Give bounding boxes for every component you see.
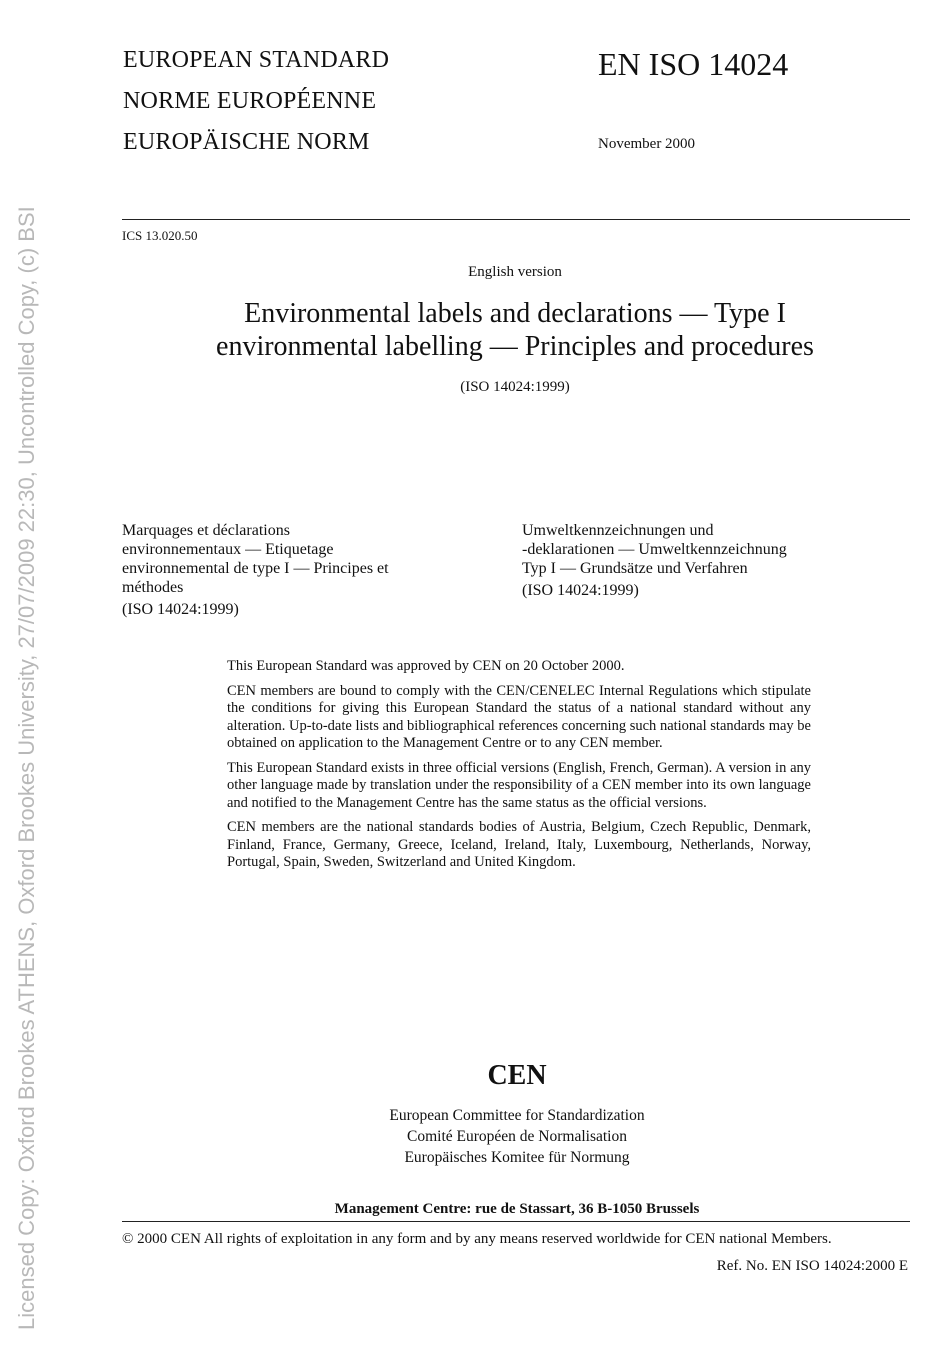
members-paragraph: CEN members are the national standards bodies of Austria, Belgium, Czech Republic, Denmark, Finland, France, Germany, Greece, Iceland, Ireland, Italy, Luxembourg, Netherlands, Norway, Portugal, Spain, Sweden, Switzerland and United Kingdom. bbox=[227, 819, 811, 870]
approval-paragraph: This European Standard was approved by CEN on 20 October 2000. bbox=[227, 658, 625, 674]
cen-name-de: Europäisches Komitee für Normung bbox=[404, 1149, 630, 1166]
norm-designation bbox=[123, 40, 389, 163]
header-rule bbox=[122, 219, 910, 220]
title-line-1: Environmental labels and declarations — Type I bbox=[244, 298, 786, 329]
title-iso-reference: (ISO 14024:1999) bbox=[460, 379, 570, 395]
french-title-line: Marquages et déclarations bbox=[122, 522, 290, 539]
french-iso-reference: (ISO 14024:1999) bbox=[122, 601, 239, 618]
cen-name-en: European Committee for Standardization bbox=[389, 1107, 645, 1124]
norm-line-en: EUROPEAN STANDARD bbox=[123, 47, 390, 73]
title-line-2: environmental labelling — Principles and procedures bbox=[216, 331, 814, 362]
document-title bbox=[0, 297, 950, 363]
german-title-line: Typ I — Grundsätze und Verfahren bbox=[522, 560, 748, 577]
french-title-line: environnementaux — Etiquetage bbox=[122, 541, 334, 558]
license-watermark: Licensed Copy: Oxford Brookes ATHENS, Oxford Brookes University, 27/07/2009 22:30, Uncontrolled Copy, (c) BSI bbox=[14, 206, 39, 1330]
cen-name-fr: Comité Européen de Normalisation bbox=[407, 1128, 627, 1145]
publication-date: November 2000 bbox=[598, 136, 696, 152]
approval-body bbox=[227, 658, 811, 879]
french-title-line: environnemental de type I — Principes et bbox=[122, 560, 389, 577]
german-title-line: Umweltkennzeichnungen und bbox=[522, 522, 714, 539]
copyright-notice: © 2000 CEN All rights of exploitation in any form and by any means reserved worldwide for CEN national Members. bbox=[122, 1231, 832, 1247]
german-title bbox=[522, 521, 882, 600]
french-title-line: méthodes bbox=[122, 579, 184, 596]
norm-line-fr: NORME EUROPÉENNE bbox=[123, 88, 377, 114]
reference-number: Ref. No. EN ISO 14024:2000 E bbox=[716, 1258, 908, 1274]
german-iso-reference: (ISO 14024:1999) bbox=[522, 582, 639, 599]
ics-code: ICS 13.020.50 bbox=[122, 228, 198, 243]
footer-rule bbox=[122, 1221, 910, 1222]
official-versions-paragraph: This European Standard exists in three official versions (English, French, German). A version in any other language made by translation under the responsibility of a CEN member into its own language and notified to the Management Centre has the same status as the official versions. bbox=[227, 759, 811, 811]
cen-acronym: CEN bbox=[487, 1060, 547, 1091]
cen-names bbox=[0, 1105, 950, 1168]
norm-line-de: EUROPÄISCHE NORM bbox=[123, 129, 370, 155]
version-label: English version bbox=[468, 264, 562, 280]
compliance-paragraph: CEN members are bound to comply with the CEN/CENELEC Internal Regulations which stipulate the conditions for giving this European Standard the status of a national standard without any alteration. Up-to-date lists and bibliographical references concerning such national standards may be obtained on application to the Management Centre or to any CEN member. bbox=[227, 682, 811, 751]
standard-number: EN ISO 14024 bbox=[598, 46, 789, 82]
french-title bbox=[122, 521, 482, 619]
management-centre-address: Management Centre: rue de Stassart, 36 B-1050 Brussels bbox=[334, 1201, 700, 1217]
german-title-line: -deklarationen — Umweltkennzeichnung bbox=[522, 541, 787, 558]
